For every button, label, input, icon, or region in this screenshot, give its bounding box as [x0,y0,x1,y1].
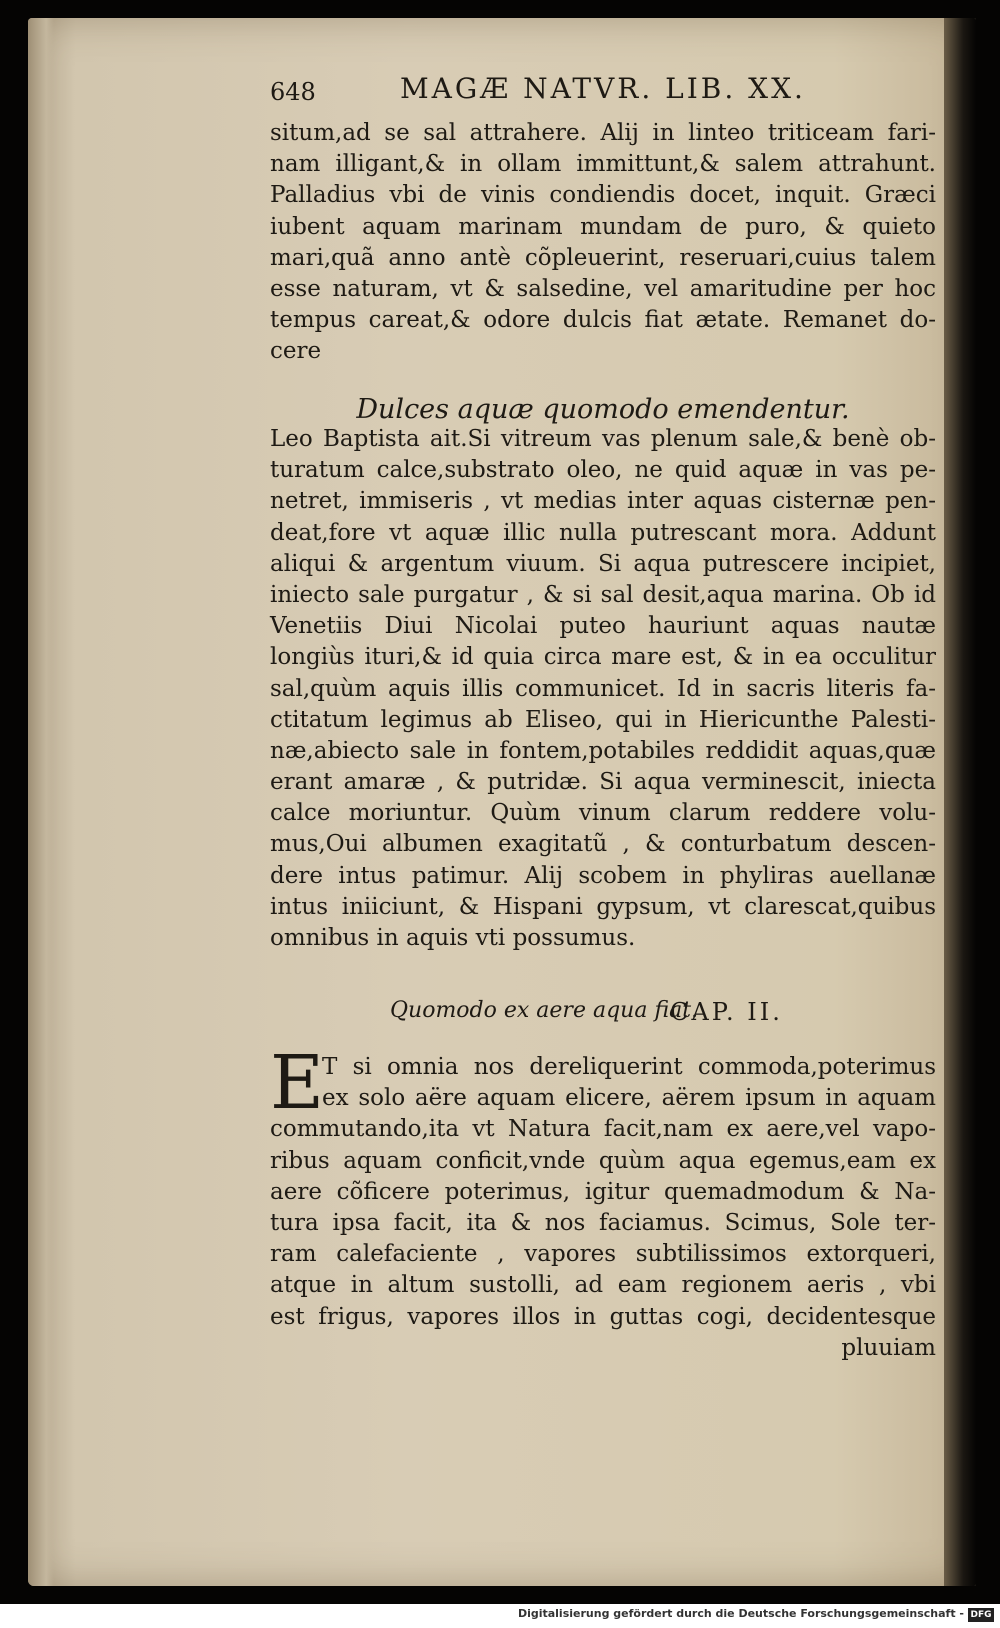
text-line: tempus careat,& odore dulcis fiat ætate. Remanet do- [270,307,936,334]
text-line: calce moriuntur. Quùm vinum clarum reddere volu- [270,800,936,827]
text-line: longiùs ituri,& id quia circa mare est, & in ea occulitur [270,644,936,671]
text-line: atque in altum sustolli, ad eam regionem aeris , vbi [270,1272,936,1299]
text-line: iubent aquam marinam mundam de puro, & quieto [270,213,936,240]
text-line: situm,ad se sal attrahere. Alij in linteo triticeam fari- [270,120,936,146]
page-left-edge [28,18,54,1586]
text-line: nam illigant,& in ollam immittunt,& salem attrahunt. [270,151,936,178]
digitization-footer [0,1604,1000,1628]
text-block-dulces-aquae [270,424,936,954]
text-line: tura ipsa facit, ita & nos faciamus. Scimus, Sole ter- [270,1209,936,1236]
text-block-chapter-ii [270,1040,936,1364]
page-number: 648 [270,78,316,106]
chapter-number: CAP. II. [670,998,783,1026]
text-line: erant amaræ , & putridæ. Si aqua verminescit, iniecta [270,769,936,796]
catchword: pluuiam [841,1334,936,1361]
footer-credit: Digitalisierung gefördert durch die Deutsche Forschungsgemeinschaft - [517,1607,964,1620]
chapter-title: Quomodo ex aere aqua fiat. [390,998,699,1023]
text-line: omnibus in aquis vti possumus. [270,925,636,951]
text-line: commutando,ita vt Natura facit,nam ex aere,vel vapo- [270,1116,936,1143]
text-line: Palladius vbi de vinis condiendis docet, inquit. Græci [270,182,936,209]
text-line: mari,quã anno antè cõpleuerint, reseruari,cuius talem [270,244,936,271]
book-spine-shadow [944,18,976,1586]
text-line: næ,abiecto sale in fontem,potabiles reddidit aquas,quæ [270,737,936,764]
section-heading: Dulces aquæ quomodo emendentur. [356,394,850,425]
dfg-logo-icon: DFG [968,1608,994,1622]
text-line: mus,Oui albumen exagitatũ , & conturbatum descen- [270,831,936,858]
running-title: MAGÆ NATVR. LIB. XX. [400,72,806,105]
text-line: iniecto sale purgatur , & si sal desit,aqua marina. Ob id [270,581,936,608]
text-line: ex solo aëre aquam elicere, aërem ipsum in aquam [322,1085,936,1112]
text-line: esse naturam, vt & salsedine, vel amaritudine per hoc [270,275,936,302]
text-line: Leo Baptista ait.Si vitreum vas plenum sale,& benè ob- [270,426,936,452]
drop-cap: E [270,1040,325,1126]
text-block-continuation [270,118,936,368]
text-line: intus iniiciunt, & Hispani gypsum, vt clarescat,quibus [270,893,936,920]
text-line: aere cõficere poterimus, igitur quemadmodum & Na- [270,1178,936,1205]
text-line: netret, immiseris , vt medias inter aquas cisternæ pen- [270,488,936,515]
text-line: est frigus, vapores illos in guttas cogi, decidentesque [270,1303,936,1330]
text-line: T si omnia nos dereliquerint commoda,poterimus [322,1054,936,1080]
text-line: aliqui & argentum viuum. Si aqua putrescere incipiet, [270,550,936,577]
text-line: ram calefaciente , vapores subtilissimos extorqueri, [270,1241,936,1268]
running-head [270,72,936,112]
text-line: sal,quùm aquis illis communicet. Id in sacris literis fa- [270,675,936,702]
text-line: cere [270,338,322,365]
text-line: turatum calce,substrato oleo, ne quid aquæ in vas pe- [270,457,936,484]
text-line: deat,fore vt aquæ illic nulla putrescant mora. Addunt [270,519,936,546]
text-line: dere intus patimur. Alij scobem in phyliras auellanæ [270,862,936,889]
text-line: ctitatum legimus ab Eliseo, qui in Hiericunthe Palesti- [270,706,936,733]
text-line: ribus aquam conficit,vnde quùm aqua egemus,eam ex [270,1147,936,1174]
text-line: Venetiis Diui Nicolai puteo hauriunt aquas nautæ [270,613,936,640]
